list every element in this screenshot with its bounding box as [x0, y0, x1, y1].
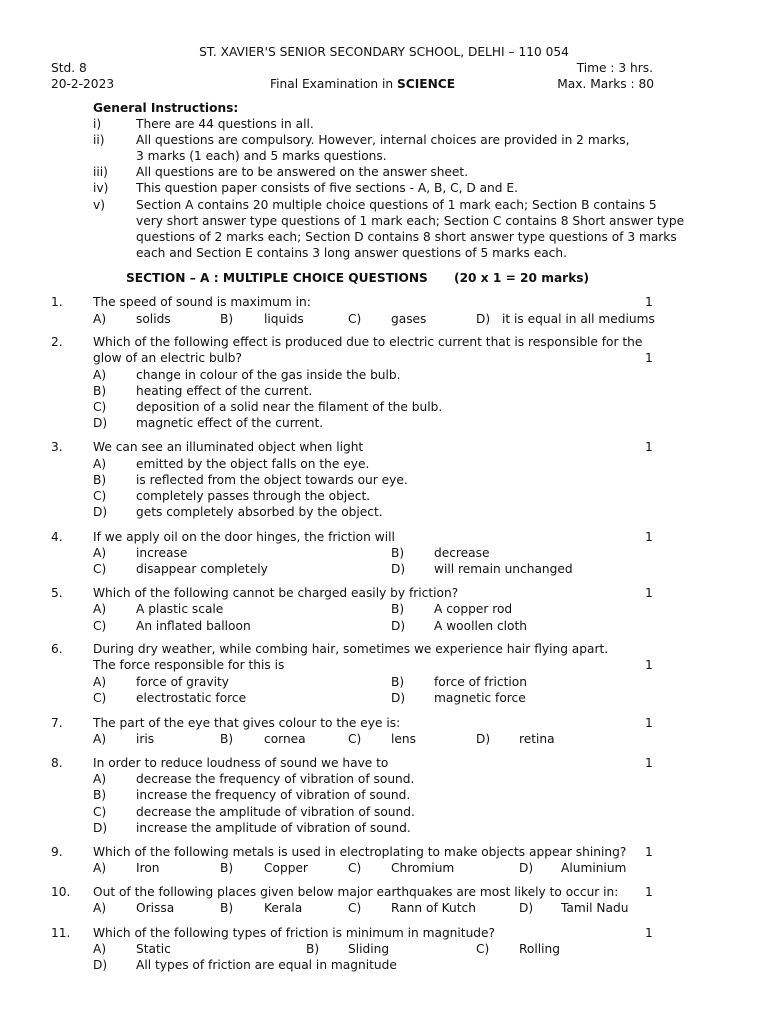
option-label: C) [348, 312, 362, 326]
option-text: Tamil Nadu [561, 901, 629, 915]
option-text: decrease the frequency of vibration of sound. [136, 772, 415, 786]
option-text: gets completely absorbed by the object. [136, 505, 383, 519]
option-label: D) [519, 901, 534, 915]
question-number: 5. [51, 586, 63, 600]
option-text: it is equal in all mediums [502, 312, 655, 326]
question-marks: 1 [645, 295, 653, 309]
instruction-text: All questions are compulsory. However, internal choices are provided in 2 marks, [136, 133, 630, 147]
option-text: An inflated balloon [136, 619, 251, 633]
option-label: D) [391, 562, 406, 576]
option-label: A) [93, 901, 107, 915]
option-label: C) [93, 400, 107, 414]
option-text: force of gravity [136, 675, 229, 689]
option-text: change in colour of the gas inside the bulb. [136, 368, 401, 382]
option-text: gases [391, 312, 427, 326]
max-marks: Max. Marks : 80 [557, 77, 654, 91]
time-allowed: Time : 3 hrs. [576, 61, 653, 75]
option-label: A) [93, 675, 107, 689]
option-label: A) [93, 772, 107, 786]
option-label: B) [391, 546, 405, 560]
question-text: If we apply oil on the door hinges, the friction will [93, 530, 395, 544]
option-label: D) [391, 691, 406, 705]
option-label: C) [93, 489, 107, 503]
option-label: B) [220, 901, 234, 915]
question-number: 2. [51, 335, 63, 349]
option-label: C) [348, 861, 362, 875]
option-text: A copper rod [434, 602, 513, 616]
option-label: B) [93, 473, 107, 487]
option-text: increase [136, 546, 188, 560]
question-marks: 1 [645, 845, 653, 859]
exam-title [270, 76, 455, 92]
question-number: 9. [51, 845, 63, 859]
option-label: C) [93, 562, 107, 576]
option-label: A) [93, 368, 107, 382]
instruction-text: All questions are to be answered on the answer sheet. [136, 165, 469, 179]
option-label: D) [519, 861, 534, 875]
option-label: D) [391, 619, 406, 633]
option-label: A) [93, 942, 107, 956]
question-number: 10. [51, 885, 71, 899]
option-text: Rolling [519, 942, 560, 956]
question-text: Which of the following types of friction is minimum in magnitude? [93, 926, 495, 940]
option-label: D) [93, 958, 108, 972]
option-text: All types of friction are equal in magnitude [136, 958, 397, 972]
option-label: A) [93, 732, 107, 746]
option-label: A) [93, 861, 107, 875]
option-label: B) [93, 384, 107, 398]
instruction-text: Section A contains 20 multiple choice questions of 1 mark each; Section B contains 5 [136, 198, 657, 212]
option-text: Rann of Kutch [391, 901, 476, 915]
instruction-num: v) [93, 198, 105, 212]
option-label: D) [93, 416, 108, 430]
question-text: glow of an electric bulb? [93, 351, 242, 365]
option-label: D) [93, 505, 108, 519]
option-label: D) [476, 732, 491, 746]
question-text: Out of the following places given below major earthquakes are most likely to occur in: [93, 885, 619, 899]
option-label: B) [220, 732, 234, 746]
question-number: 1. [51, 295, 63, 309]
instruction-num: iv) [93, 181, 109, 195]
question-text: Which of the following effect is produced due to electric current that is responsible for the [93, 335, 643, 349]
option-label: C) [476, 942, 490, 956]
option-label: A) [93, 457, 107, 471]
instruction-text: 3 marks (1 each) and 5 marks questions. [136, 149, 387, 163]
option-text: decrease the amplitude of vibration of sound. [136, 805, 415, 819]
question-number: 8. [51, 756, 63, 770]
option-text: liquids [264, 312, 304, 326]
option-text: heating effect of the current. [136, 384, 313, 398]
option-text: disappear completely [136, 562, 268, 576]
question-text: The part of the eye that gives colour to the eye is: [93, 716, 401, 730]
option-text: Static [136, 942, 171, 956]
option-text: Sliding [348, 942, 390, 956]
option-text: magnetic force [434, 691, 526, 705]
standard: Std. 8 [51, 61, 87, 75]
option-label: A) [93, 546, 107, 560]
question-marks: 1 [645, 530, 653, 544]
option-text: cornea [264, 732, 306, 746]
question-marks: 1 [645, 716, 653, 730]
question-text: During dry weather, while combing hair, sometimes we experience hair flying apart. [93, 642, 609, 656]
exam-title-prefix: Final Examination in [270, 77, 397, 91]
question-marks: 1 [645, 756, 653, 770]
option-text: electrostatic force [136, 691, 247, 705]
option-text: Aluminium [561, 861, 627, 875]
instruction-text: There are 44 questions in all. [136, 117, 314, 131]
question-number: 4. [51, 530, 63, 544]
question-text: Which of the following cannot be charged easily by friction? [93, 586, 459, 600]
question-number: 11. [51, 926, 71, 940]
section-marks: (20 x 1 = 20 marks) [454, 271, 590, 285]
question-marks: 1 [645, 658, 653, 672]
option-text: decrease [434, 546, 490, 560]
option-label: C) [93, 619, 107, 633]
instruction-text: This question paper consists of five sections - A, B, C, D and E. [136, 181, 518, 195]
question-text: The speed of sound is maximum in: [93, 295, 311, 309]
instructions-title: General Instructions: [93, 101, 239, 115]
instruction-text: questions of 2 marks each; Section D contains 8 short answer type questions of 3 marks [136, 230, 677, 244]
option-label: A) [93, 602, 107, 616]
question-text: Which of the following metals is used in electroplating to make objects appear shining? [93, 845, 627, 859]
question-text: In order to reduce loudness of sound we have to [93, 756, 389, 770]
option-text: Kerala [264, 901, 303, 915]
question-text: The force responsible for this is [93, 658, 285, 672]
option-label: D) [476, 312, 491, 326]
option-label: B) [391, 602, 405, 616]
exam-subject: SCIENCE [397, 77, 456, 91]
option-text: is reflected from the object towards our eye. [136, 473, 408, 487]
question-text: We can see an illuminated object when light [93, 440, 364, 454]
question-number: 6. [51, 642, 63, 656]
option-text: Chromium [391, 861, 455, 875]
option-text: will remain unchanged [434, 562, 573, 576]
option-text: retina [519, 732, 555, 746]
instruction-num: i) [93, 117, 102, 131]
option-label: B) [220, 312, 234, 326]
option-label: C) [93, 691, 107, 705]
option-text: emitted by the object falls on the eye. [136, 457, 370, 471]
question-marks: 1 [645, 440, 653, 454]
option-text: iris [136, 732, 155, 746]
option-text: increase the frequency of vibration of sound. [136, 788, 411, 802]
option-text: magnetic effect of the current. [136, 416, 324, 430]
option-label: D) [93, 821, 108, 835]
instruction-num: iii) [93, 165, 108, 179]
instruction-num: ii) [93, 133, 105, 147]
question-marks: 1 [645, 885, 653, 899]
section-title: SECTION – A : MULTIPLE CHOICE QUESTIONS [126, 271, 428, 285]
question-marks: 1 [645, 586, 653, 600]
option-label: B) [391, 675, 405, 689]
option-text: deposition of a solid near the filament of the bulb. [136, 400, 443, 414]
option-text: lens [391, 732, 416, 746]
option-label: B) [93, 788, 107, 802]
question-number: 3. [51, 440, 63, 454]
option-label: C) [348, 901, 362, 915]
option-text: Orissa [136, 901, 175, 915]
exam-date: 20-2-2023 [51, 77, 115, 91]
option-text: force of friction [434, 675, 527, 689]
school-name: ST. XAVIER'S SENIOR SECONDARY SCHOOL, DELHI – 110 054 [199, 45, 569, 59]
option-text: solids [136, 312, 171, 326]
option-label: C) [93, 805, 107, 819]
option-text: Copper [264, 861, 308, 875]
question-number: 7. [51, 716, 63, 730]
option-label: A) [93, 312, 107, 326]
question-marks: 1 [645, 351, 653, 365]
instruction-text: very short answer type questions of 1 mark each; Section C contains 8 Short answer type [136, 214, 685, 228]
question-marks: 1 [645, 926, 653, 940]
option-label: B) [306, 942, 320, 956]
option-label: B) [220, 861, 234, 875]
option-text: increase the amplitude of vibration of sound. [136, 821, 411, 835]
option-text: A woollen cloth [434, 619, 528, 633]
option-text: Iron [136, 861, 160, 875]
instruction-text: each and Section E contains 3 long answer questions of 5 marks each. [136, 246, 567, 260]
option-text: completely passes through the object. [136, 489, 371, 503]
option-label: C) [348, 732, 362, 746]
option-text: A plastic scale [136, 602, 224, 616]
